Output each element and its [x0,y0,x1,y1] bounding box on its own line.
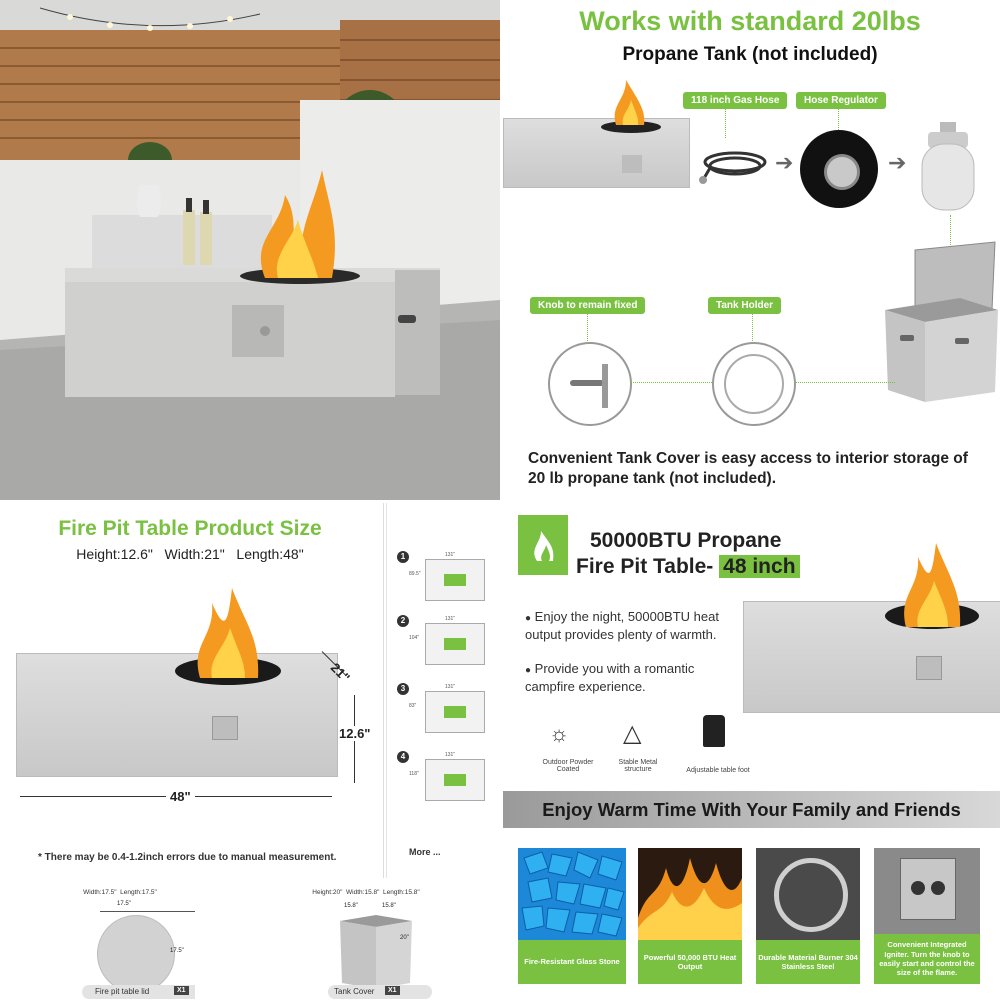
lid-dims: Width:17.5" Length:17.5" [83,889,157,896]
size-panel-title: Fire Pit Table Product Size [58,517,322,540]
layouts-panel [386,503,501,878]
more-link[interactable]: More ... [409,847,441,857]
lid-label: Fire pit table lid [95,987,150,996]
feature-bullet-2: ● Provide you with a romantic campfire experience. [525,661,695,694]
layout-height-label: 89.5" [409,571,421,577]
lid-image [97,915,175,993]
cover-label: Tank Cover [334,987,375,996]
regulator-image [800,130,878,208]
tank-panel-subtitle: Propane Tank (not included) [622,44,878,65]
cover-dims: Height:20" Width:15.8" Length:15.8" [312,889,420,896]
size-panel [0,503,384,878]
tank-cover-box [880,240,1000,405]
depth-dimension: 21" [327,659,353,686]
gas-hose [695,140,775,190]
layout-diagram [425,559,485,601]
tank-panel-title: Works with standard 20lbs [579,6,921,36]
lid-panel [45,885,195,1000]
triangle-icon: △ [623,720,642,747]
flame-icon [898,539,968,631]
arrow-icon: ➔ [888,150,907,175]
icon-label-2: Stable Metal structure [618,759,658,773]
cover-top-dim-2: 15.8" [382,903,396,909]
family-banner [503,791,1000,828]
tank-panel [500,0,1000,500]
tank-cover-image [336,913,416,993]
layout-height-label: 118" [409,771,419,777]
tile-glass-caption: Fire-Resistant Glass Stone [518,940,626,984]
feature-bullet-1: ● Enjoy the night, 50000BTU heat output provides plenty of warmth. [525,609,719,642]
lid-top-dim: 17.5" [117,901,131,907]
layout-number: 3 [397,683,409,695]
hose-label: 118 inch Gas Hose [683,92,787,109]
feature-title-highlight: 48 inch [719,555,799,578]
knob-label: Knob to remain fixed [530,297,645,314]
layout-diagram [425,759,485,801]
layout-width-label: 131" [445,752,456,758]
layout-number: 2 [397,615,409,627]
flame-icon [596,75,666,135]
layout-width-label: 131" [445,616,456,622]
cover-side-dim: 20" [400,935,409,941]
holder-detail [712,342,796,426]
tile-btu-caption: Powerful 50,000 BTU Heat Output [638,940,742,984]
tank-panel-caption: Convenient Tank Cover is easy access to interior storage of 20 lb propane tank (not included). [528,450,968,487]
tile-burner-caption: Durable Material Burner 304 Stainless Steel [756,940,860,984]
layout-diagram [425,623,485,665]
weather-icon: ☼ [549,721,570,746]
layout-table-mark [444,706,466,718]
fire-badge-icon [518,515,568,575]
foot-icon [703,715,725,747]
layout-table-mark [444,638,466,650]
layout-table-mark [444,774,466,786]
feature-title-text: Fire Pit Table- [576,555,714,578]
tile-igniter-caption: Convenient Integrated Igniter. Turn the knob to easily start and control the size of the flame. [874,934,980,984]
icon-label-3: Adjustable table foot [686,767,750,774]
lid-side-dim: 17.5" [170,948,184,954]
layout-table-mark [444,574,466,586]
tank-cover-panel [276,885,456,1000]
feature-panel [503,503,1000,786]
layout-height-label: 83" [409,703,417,709]
layout-height-label: 104" [409,635,420,641]
arrow-icon: ➔ [775,150,794,175]
layout-width-label: 131" [445,684,456,690]
measurement-note: * There may be 0.4-1.2inch errors due to manual measurement. [38,852,337,863]
layout-diagram [425,691,485,733]
holder-label: Tank Holder [708,297,781,314]
feature-title-line1: 50000BTU Propane [590,529,782,552]
icon-label-1: Outdoor Powder Coated [542,759,594,773]
regulator-label: Hose Regulator [796,92,886,109]
layout-number: 4 [397,751,409,763]
feature-title-line2 [576,555,800,579]
flame-icon [190,583,270,683]
cover-top-dim-1: 15.8" [344,903,358,909]
layout-number: 1 [397,551,409,563]
layout-width-label: 131" [445,552,456,558]
knob-detail [548,342,632,426]
family-banner-text: Enjoy Warm Time With Your Family and Friends [542,798,961,820]
length-dimension: 48" [166,789,195,804]
propane-tank [918,118,978,218]
lid-qty: X1 [174,986,189,995]
size-panel-dims: Height:12.6" Width:21" Length:48" [76,546,304,562]
patio-photo [0,0,500,500]
height-dimension: 12.6" [339,726,371,741]
cover-qty: X1 [385,986,400,995]
